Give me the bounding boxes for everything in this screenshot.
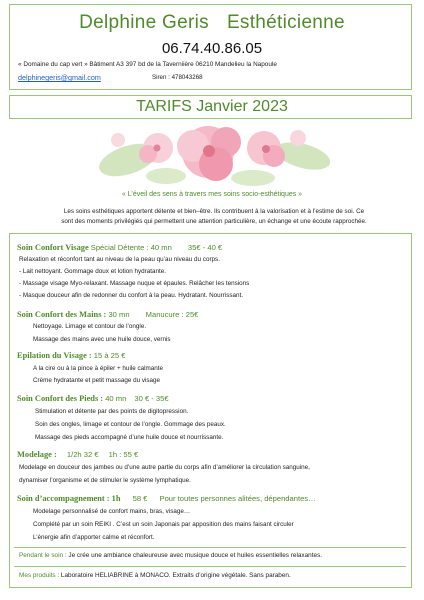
section-name: Soin Confort Visage [17, 243, 89, 252]
section-detail: 40 mn [105, 394, 127, 403]
business-name [0, 12, 424, 34]
section-line: Stimulation et détente par des points de digitopression. [35, 408, 189, 415]
section-line: - Masque douceur afin de redonner du confort à la peau. Hydratant. Nourrissant. [19, 292, 244, 299]
pink-flowers-image [88, 118, 338, 190]
section-name: Modelage : [17, 450, 57, 459]
footer-label: Pendant le soin : [19, 552, 67, 559]
section-price: 30 € - 35€ [134, 394, 169, 403]
section-name: Soin Confort des Mains : [17, 310, 107, 319]
section-line: Massage des pieds accompagné d’une huile douce et nourrissante. [35, 434, 224, 441]
email-link[interactable]: delphinegeris@gmail.com [18, 73, 101, 82]
footer-label: Mes produits : [19, 572, 60, 579]
section-price: 58 € [132, 494, 148, 503]
page-title: TARIFS Janvier 2023 [136, 98, 288, 115]
intro-line: Les soins esthétiques apportent détente et bien–être. Ils contribuent à la valorisation et à l’estime de soi. Ce [63, 208, 365, 215]
section-name: Soin d’accompagnement : 1h [17, 494, 121, 503]
section-line: Massage des mains avec une huile douce, vernis [33, 336, 171, 343]
siren-number: Siren : 478043268 [152, 74, 203, 81]
address: « Domaine du cap vert » Bâtiment A3 397 bd de la Taverniière 06210 Mandelieu la Napoule [18, 61, 277, 68]
section-line: Complété par un soin REIKI . C’est un soin Japonais par apposition des mains faisant circuler [33, 521, 294, 528]
section-price: 15 à 25 € [93, 351, 126, 360]
section-line: - Massage visage Myo-relaxant. Massage nuque et épaules. Relâcher les tensions [19, 280, 250, 287]
owner-name: Delphine Geris [79, 12, 209, 33]
profession: Esthéticienne [226, 12, 345, 33]
section-name: Epilation du Visage : [17, 351, 92, 360]
section-title-visage [17, 243, 222, 252]
footer-text: Laboratoire HELIABRINE à MONACO. Extraits d’origine végétale. Sans paraben. [60, 572, 291, 579]
section-price: 1/2h 32 € [66, 450, 99, 459]
section-line: Soin des ongles, limage et contour de l’ongle. Gommage des peaux. [35, 421, 226, 428]
section-line: A la cire ou à la pince à épiler + huile calmante [33, 365, 164, 372]
section-detail: Spécial Détente : 40 mn [90, 243, 172, 252]
section-title-epilation [17, 351, 125, 360]
phone-number: 06.74.40.86.05 [161, 40, 263, 57]
footer-products [19, 572, 291, 579]
divider [14, 547, 406, 548]
footer-during [19, 552, 322, 559]
section-line: Crème hydratante et petit massage du visage [33, 377, 161, 384]
section-line: L’énergie afin d’apporter calme et réconfort. [33, 534, 155, 541]
section-price: 35€ - 40 € [187, 243, 223, 252]
section-name: Soin Confort des Pieds : [17, 394, 104, 403]
section-line: dynamiser l’organisme et de stimuler le système lymphatique. [19, 477, 191, 484]
footer-text: Je crée une ambiance chaleureuse avec musique douce et huiles essentielles relaxantes. [68, 552, 323, 559]
section-detail: 30 mn [108, 310, 130, 319]
section-line: Nettoyage. Limage et contour de l’ongle. [33, 323, 147, 330]
section-title-mains [17, 310, 198, 319]
section-title-modelage [17, 450, 138, 459]
intro-line: sont des moments privilégiés qui permettent une attention particulière, un échange et une écoute rapprochée. [61, 218, 367, 225]
section-title-accompagnement [17, 494, 316, 503]
section-line: Relaxation et réconfort tant au niveau de la peau qu’au niveau du corps. [19, 256, 220, 263]
section-detail: Pour toutes personnes alitées, dépendantes… [159, 494, 316, 503]
tagline: « L’éveil des sens à travers mes soins socio-esthétiques » [121, 191, 303, 198]
section-line: Modelage en douceur des jambes ou d’une autre partie du corps afin d’améliorer la circulation sanguine, [19, 464, 310, 471]
section-line: Modelage personnalisé de confort mains, bras, visage… [33, 508, 191, 515]
section-price: Manucure : 25€ [145, 310, 199, 319]
section-title-pieds [17, 394, 169, 403]
divider [14, 566, 406, 567]
section-price: 1h : 55 € [108, 450, 139, 459]
intro-text [18, 207, 410, 227]
section-line: - Lait nettoyant. Gommage doux et lotion hydratante. [19, 268, 167, 275]
